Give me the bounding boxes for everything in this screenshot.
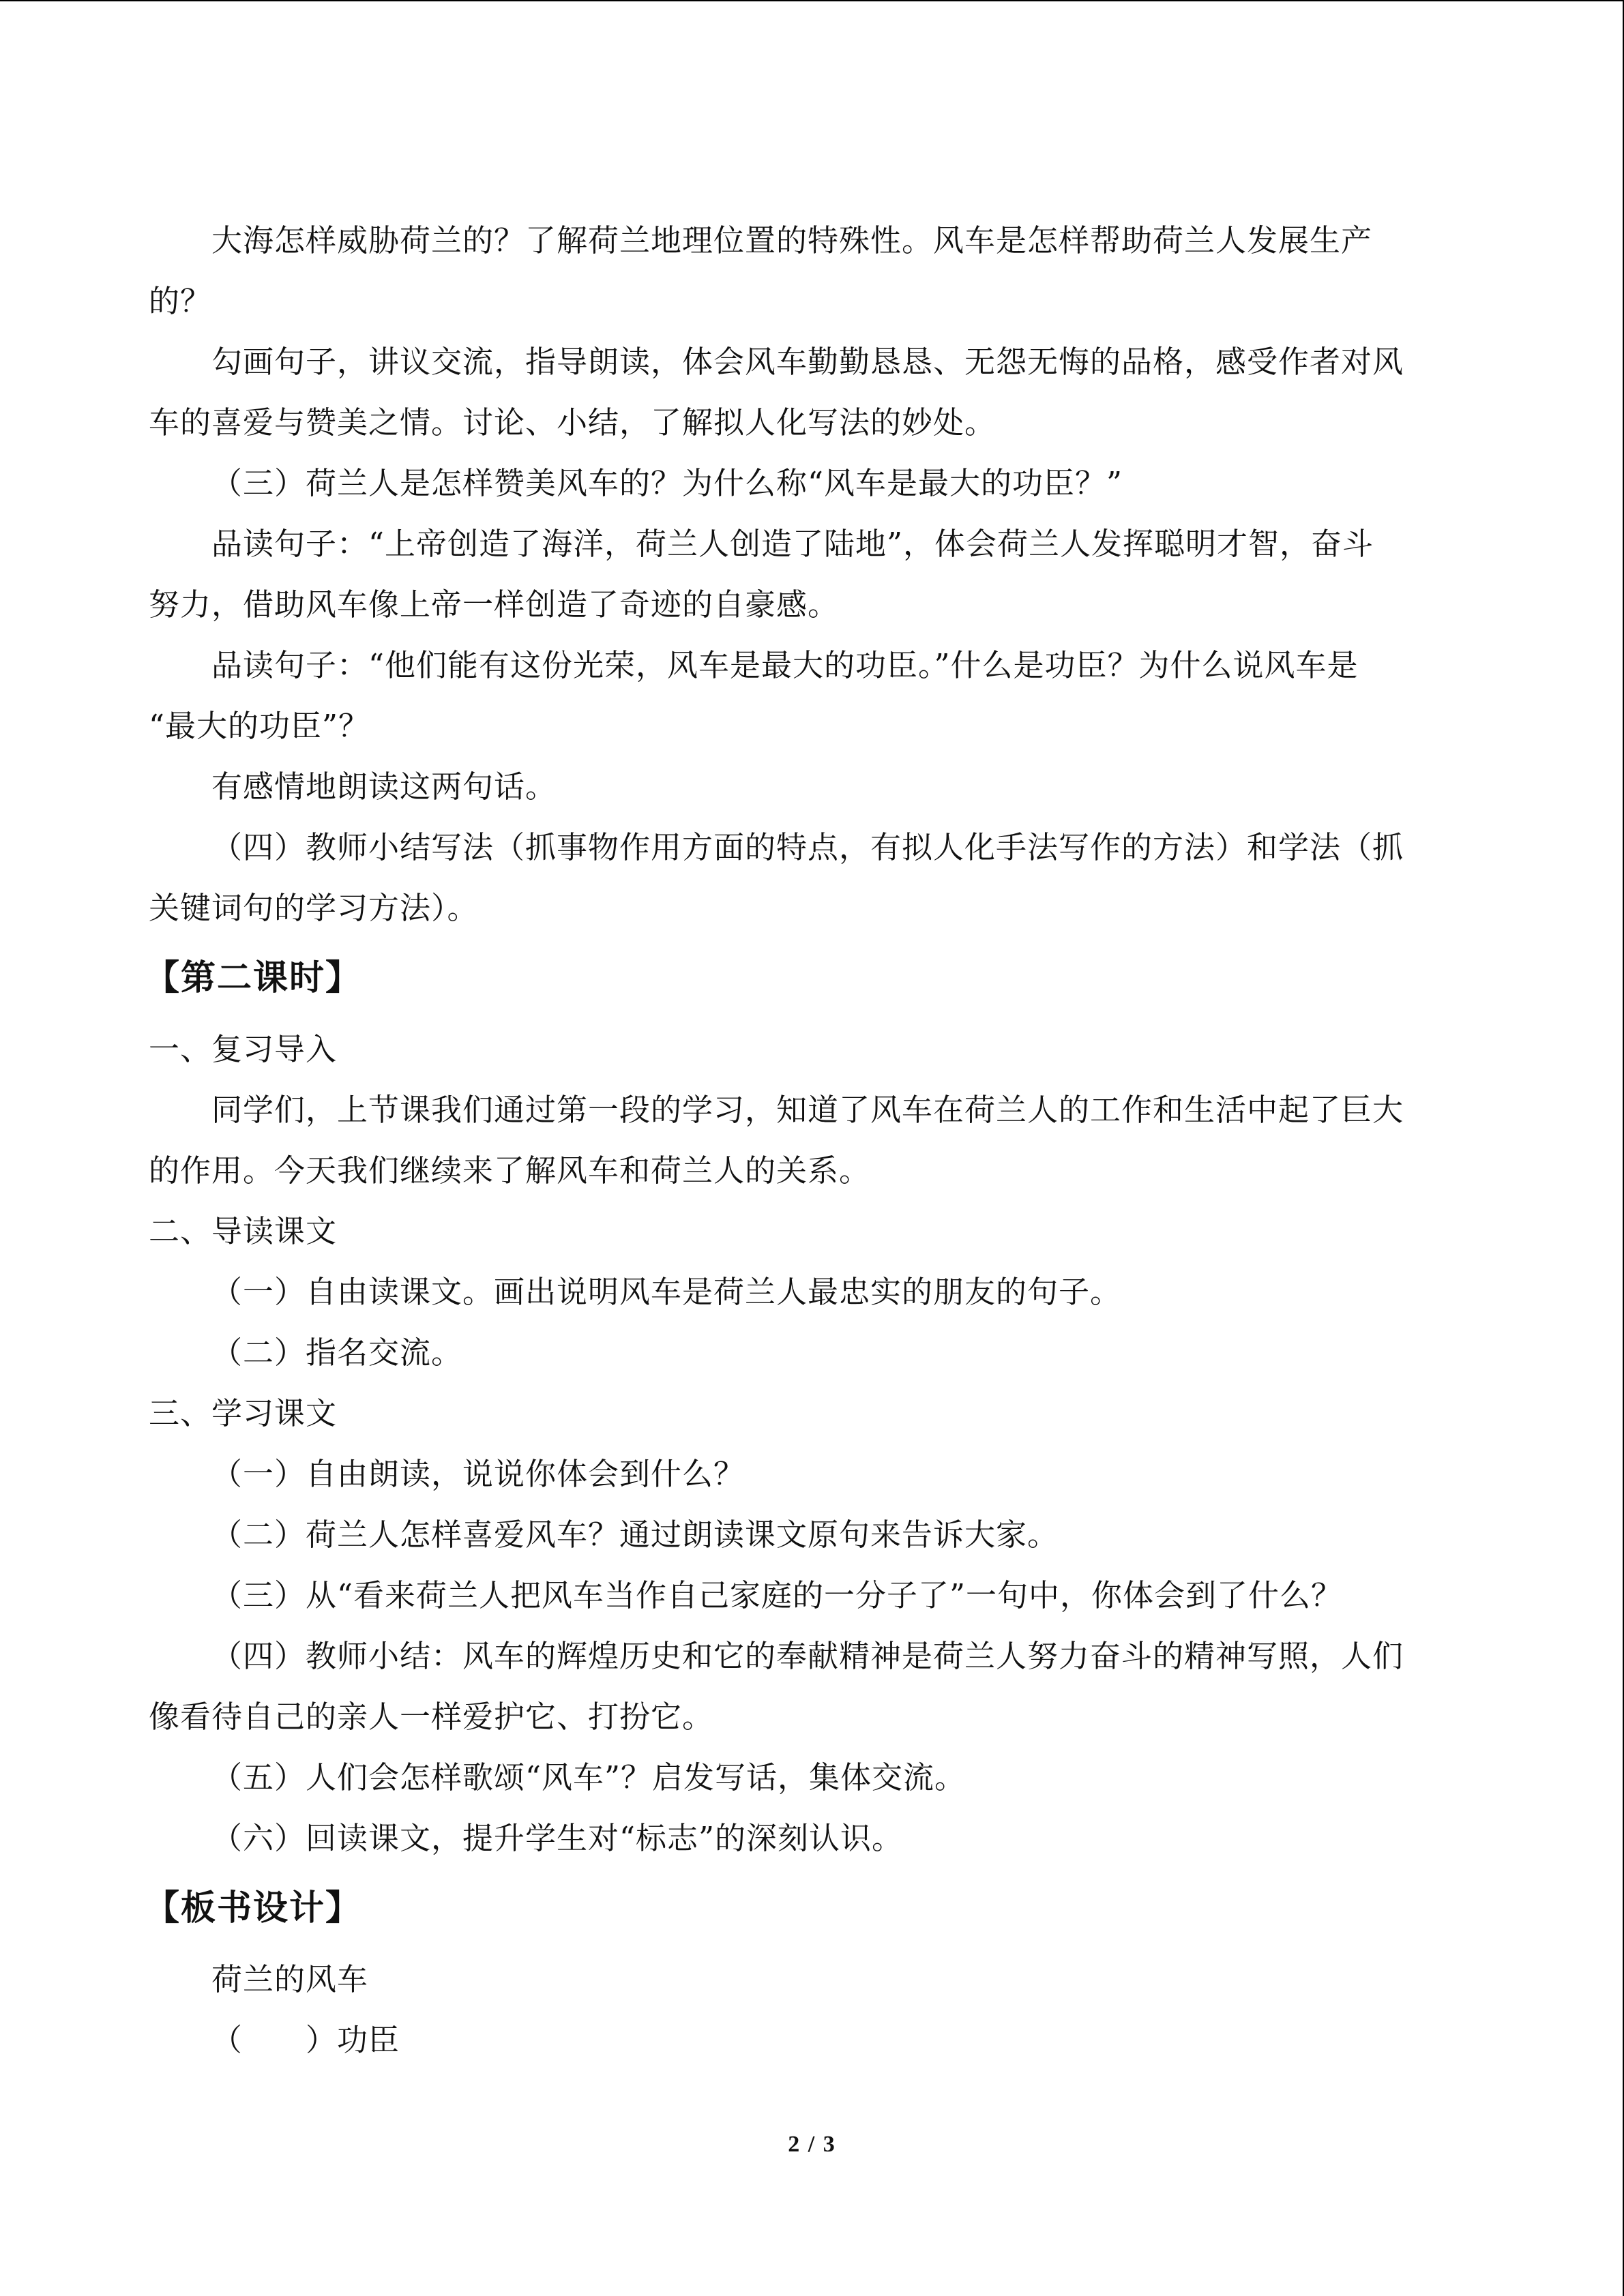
paragraph-line: 同学们，上节课我们通过第一段的学习，知道了风车在荷兰人的工作和生活中起了巨大 xyxy=(211,1092,1404,1128)
paragraph-line: 像看待自己的亲人一样爱护它、打扮它。 xyxy=(149,1699,714,1735)
section-heading-second-lesson: 【第二课时】 xyxy=(145,958,362,998)
paragraph-line: 的作用。今天我们继续来了解风车和荷兰人的关系。 xyxy=(149,1152,871,1189)
list-item: （三）从“看来荷兰人把风车当作自己家庭的一分子了”一句中，你体会到了什么？ xyxy=(211,1577,1343,1613)
paragraph-line: 品读句子：“上帝创造了海洋，荷兰人创造了陆地”，体会荷兰人发挥聪明才智，奋斗 xyxy=(211,526,1374,562)
paragraph-line: 大海怎样威胁荷兰的？了解荷兰地理位置的特殊性。风车是怎样帮助荷兰人发展生产 xyxy=(211,222,1373,258)
paragraph-line: （三）荷兰人是怎样赞美风车的？为什么称“风车是最大的功臣？” xyxy=(211,465,1123,501)
paragraph-line: “最大的功臣”？ xyxy=(149,708,370,744)
paragraph-line: 勾画句子，讲议交流，指导朗读，体会风车勤勤恳恳、无怨无悔的品格，感受作者对风 xyxy=(211,344,1404,380)
paragraph-line: 有感情地朗读这两句话。 xyxy=(211,769,557,805)
paragraph-line: 车的喜爱与赞美之情。讨论、小结，了解拟人化写法的妙处。 xyxy=(149,404,996,441)
section-heading-board-design: 【板书设计】 xyxy=(145,1888,362,1928)
list-item: （一）自由朗读，说说你体会到什么？ xyxy=(211,1456,745,1492)
list-heading: 一、复习导入 xyxy=(149,1031,338,1067)
paragraph-line: 关键词句的学习方法）。 xyxy=(149,890,479,926)
list-item: （四）教师小结：风车的辉煌历史和它的奉献精神是荷兰人努力奋斗的精神写照，人们 xyxy=(211,1638,1404,1674)
paragraph-line: 努力，借助风车像上帝一样创造了奇迹的自豪感。 xyxy=(149,586,840,623)
board-line: （ ）功臣 xyxy=(211,2022,400,2058)
list-item: （六）回读课文，提升学生对“标志”的深刻认识。 xyxy=(211,1820,904,1856)
document-body xyxy=(145,210,1458,2070)
paragraph-line: （四）教师小结写法（抓事物作用方面的特点，有拟人化手法写作的方法）和学法（抓 xyxy=(211,829,1404,865)
paragraph-line: 的？ xyxy=(149,283,212,319)
list-item: （二）指名交流。 xyxy=(211,1335,463,1371)
list-item: （一）自由读课文。画出说明风车是荷兰人最忠实的朋友的句子。 xyxy=(211,1274,1122,1310)
list-heading: 二、导读课文 xyxy=(149,1213,338,1249)
list-item: （五）人们会怎样歌颂“风车”？启发写话，集体交流。 xyxy=(211,1759,966,1795)
page-number: 2 / 3 xyxy=(788,2132,836,2157)
list-heading: 三、学习课文 xyxy=(149,1395,338,1431)
board-title: 荷兰的风车 xyxy=(211,1961,369,1997)
paragraph-line: 品读句子：“他们能有这份光荣，风车是最大的功臣。”什么是功臣？为什么说风车是 xyxy=(211,647,1359,683)
list-item: （二）荷兰人怎样喜爱风车？通过朗读课文原句来告诉大家。 xyxy=(211,1517,1059,1553)
